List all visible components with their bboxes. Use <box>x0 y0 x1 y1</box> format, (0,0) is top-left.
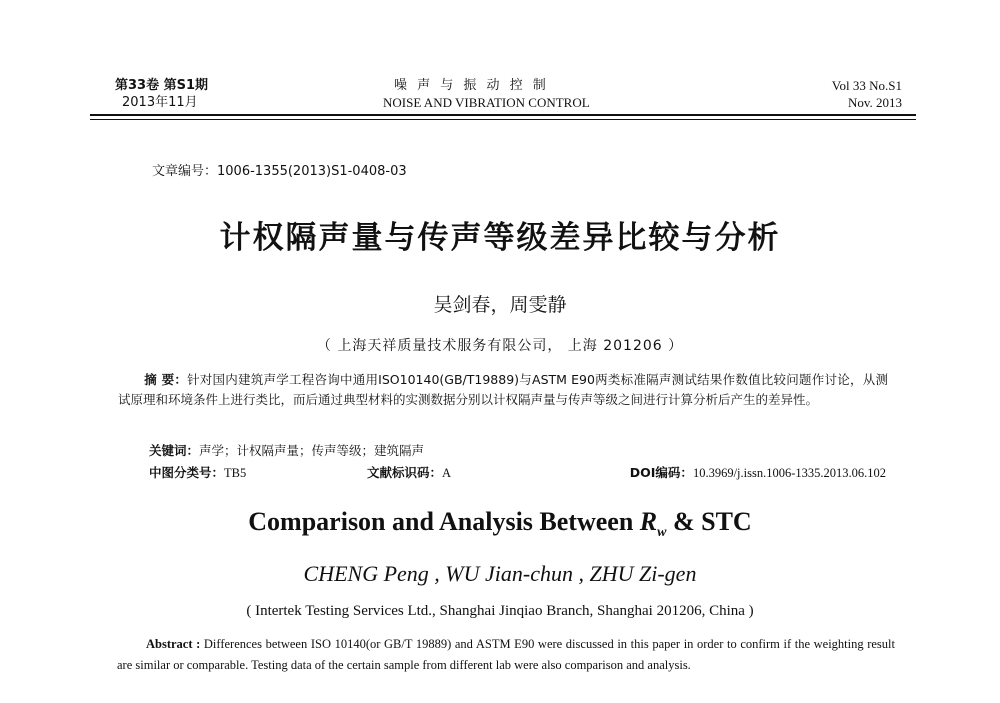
keywords-label-cn: 关键词： <box>149 443 200 458</box>
affiliation-en: ( Intertek Testing Services Ltd., Shanghai Jinqiao Branch, Shanghai 201206, China ) <box>246 603 754 619</box>
affiliation-cn: （ 上海天祥质量技术服务有限公司， 上海 201206 ） <box>316 338 684 354</box>
authors-en: CHENG Peng , WU Jian-chun , ZHU Zi-gen <box>303 561 697 586</box>
header-volume-issue: 第33卷 第S1期 <box>115 78 209 93</box>
document-code <box>367 463 451 481</box>
keywords-cn <box>149 441 424 459</box>
header-date-cn: 2013年11月 <box>122 95 198 110</box>
paper-title-en <box>0 507 1000 541</box>
clc-number <box>149 463 246 481</box>
document-code-label: 文献标识码： <box>367 465 443 480</box>
clc-label: 中图分类号： <box>149 465 225 480</box>
abstract-cn <box>118 370 888 410</box>
header-volume-en: Vol 33 No.S1 <box>831 78 902 93</box>
abstract-text-cn: 针对国内建筑声学工程咨询中通用ISO10140(GB/T19889)与ASTM E90两类标准隔声测试结果作数值比较问题作讨论，从测试原理和环境条件上进行类比，而后通过典型材料的实测数据分别以计权隔声量与传声等级之间进行计算分析后产生的差异性。 <box>118 372 888 407</box>
document-code-value: A <box>442 466 452 480</box>
keywords-text-cn: 声学；计权隔声量；传声等级；建筑隔声 <box>199 443 425 458</box>
doi-value: 10.3969/j.issn.1006-1335.2013.06.102 <box>692 466 886 480</box>
clc-value: TB5 <box>224 466 247 480</box>
abstract-label-cn: 摘 要： <box>144 372 188 387</box>
title-en-symbol: R <box>639 507 658 536</box>
title-en-prefix: Comparison and Analysis Between <box>248 507 640 536</box>
header-rule-thick <box>90 114 916 116</box>
header-date-en: Nov. 2013 <box>847 95 902 110</box>
journal-title-cn: 噪 声 与 振 动 控 制 <box>394 78 549 93</box>
abstract-en <box>117 634 895 676</box>
abstract-label-en: Abstract : <box>146 637 201 651</box>
article-number: 文章编号：1006-1355(2013)S1-0408-03 <box>152 164 407 179</box>
paper-title-cn: 计权隔声量与传声等级差异比较与分析 <box>219 220 781 256</box>
doi-label: DOI编码： <box>629 465 693 480</box>
header-rule-thin <box>90 119 916 120</box>
abstract-text-en: Differences between ISO 10140(or GB/T 19889) and ASTM E90 were discussed in this paper in order to confirm if the weighting result are similar or comparable. Testing data of the certain sample from different lab were also comparison and analysis. <box>117 637 895 672</box>
title-en-suffix: & STC <box>666 507 752 536</box>
title-en-subscript: w <box>657 525 667 541</box>
doi <box>630 463 886 481</box>
authors-cn: 吴剑春，周雯静 <box>433 294 567 316</box>
journal-title-en: NOISE AND VIBRATION CONTROL <box>383 95 590 110</box>
